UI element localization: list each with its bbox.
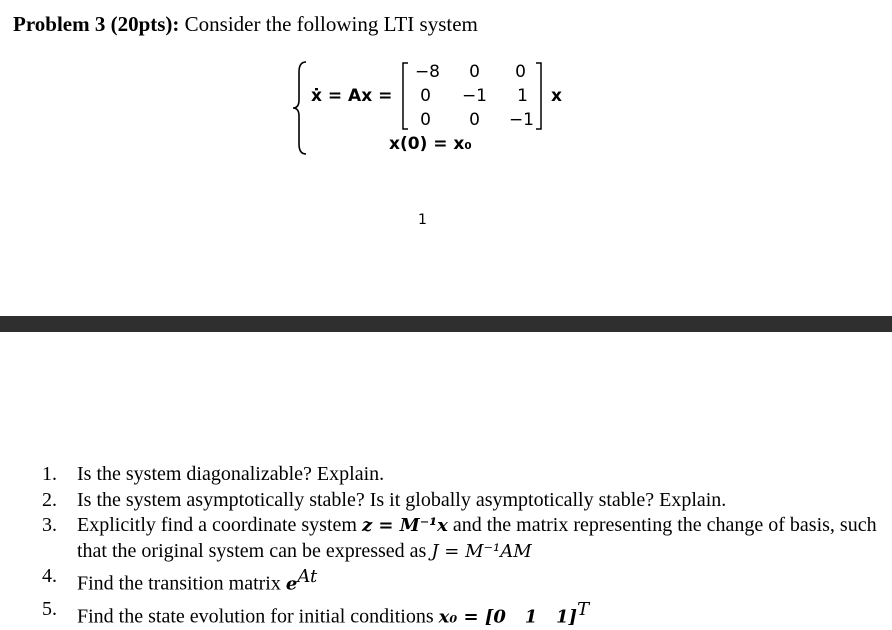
question-1 bbox=[42, 462, 882, 488]
system-matrix bbox=[400, 60, 546, 132]
exponent-math: At bbox=[297, 566, 318, 587]
question-number: 2. bbox=[42, 488, 57, 511]
question-2 bbox=[42, 488, 882, 514]
question-number: 3. bbox=[42, 514, 57, 536]
problem-title bbox=[13, 12, 478, 37]
state-vector: x bbox=[551, 86, 562, 106]
question-4 bbox=[42, 564, 882, 597]
page-divider-bar bbox=[0, 316, 892, 332]
matrix-cell-1-1: −1 bbox=[461, 86, 487, 106]
matrix-cell-2-0: 0 bbox=[420, 110, 431, 130]
question-text: Is the system asymptotically stable? Is it globally asymptotically stable? Explain. bbox=[77, 488, 727, 511]
matrix-cell-1-2: 1 bbox=[517, 86, 528, 106]
page-number: 1 bbox=[418, 212, 427, 228]
jordan-form-math: J = M⁻¹AM bbox=[431, 540, 532, 562]
matrix-cell-2-2: −1 bbox=[508, 110, 534, 130]
question-text: Find the transition matrix bbox=[77, 572, 286, 595]
state-equation-lhs bbox=[311, 86, 392, 106]
matrix-cell-0-0: −8 bbox=[414, 62, 440, 82]
problem-intro: Consider the following LTI system bbox=[179, 12, 478, 36]
left-brace bbox=[290, 60, 310, 156]
question-3 bbox=[42, 513, 882, 564]
state-equation-text: ẋ = Ax = bbox=[311, 86, 393, 106]
questions-list bbox=[42, 462, 882, 630]
question-text: Explicitly find a coordinate system bbox=[77, 514, 362, 536]
question-5 bbox=[42, 597, 882, 630]
initial-condition: x(0) = x₀ bbox=[389, 134, 472, 154]
coordinate-transform-math: z = M⁻¹x bbox=[361, 515, 448, 536]
initial-state-math: x₀ = [0 1 1] bbox=[438, 606, 578, 628]
matrix-cell-0-1: 0 bbox=[469, 62, 480, 82]
question-text: Find the state evolution for initial conditions bbox=[77, 605, 439, 628]
question-number: 4. bbox=[42, 565, 57, 587]
problem-label: Problem 3 (20pts): bbox=[13, 12, 180, 36]
question-text-continued: and the matrix representing the change of basis, such that the original system can be expressed as bbox=[77, 514, 877, 562]
question-text: Is the system diagonalizable? Explain. bbox=[77, 463, 385, 485]
question-number: 5. bbox=[42, 598, 57, 621]
matrix-cell-1-0: 0 bbox=[420, 86, 431, 106]
matrix-cell-2-1: 0 bbox=[469, 110, 480, 130]
question-number: 1. bbox=[42, 463, 57, 485]
exponential-base-math: e bbox=[285, 573, 298, 595]
transpose-math: T bbox=[577, 599, 590, 621]
matrix-cell-0-2: 0 bbox=[515, 62, 526, 82]
